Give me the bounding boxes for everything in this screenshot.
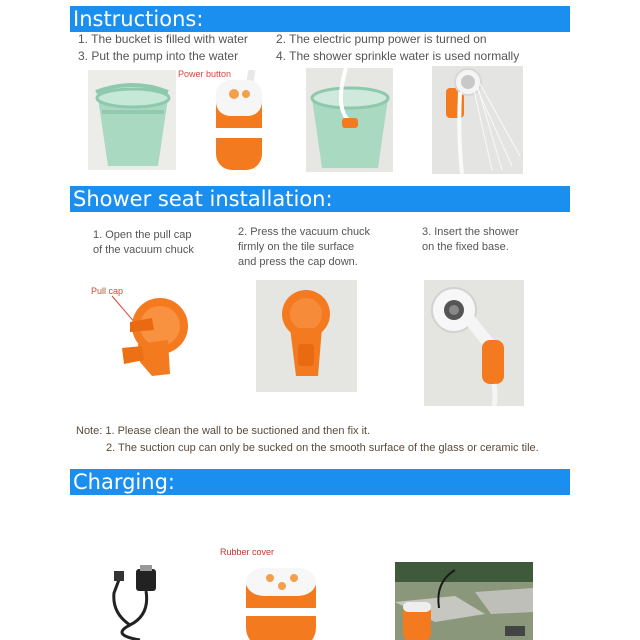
instruction-step-4: 4. The shower sprinkle water is used normally [276,49,520,63]
instruction-step-3: 3. Put the pump into the water [78,49,239,63]
note-line-1: Note: 1. Please clean the wall to be suctioned and then fix it. [76,425,371,437]
instruction-step-2: 2. The electric pump power is turned on [276,32,487,46]
instructions-banner [70,6,570,32]
pump-photo [178,70,270,172]
shower-spray-photo [432,66,523,174]
seat-step-2 [238,225,370,270]
suction-holder-photo [108,290,190,380]
pump-in-bucket-photo [306,68,393,172]
shower-inserted-photo [424,280,524,406]
instruction-step-1: 1. The bucket is filled with water [78,32,248,46]
charging-title: Charging: [73,470,175,494]
seat-step-3-line-1: 3. Insert the shower [422,226,519,238]
shower-seat-title: Shower seat installation: [73,187,333,211]
shower-seat-banner [70,186,570,212]
seat-step-2-line-2: firmly on the tile surface [238,241,355,253]
seat-step-1 [93,228,194,258]
charging-banner [70,469,570,495]
charging-outdoor-photo [395,562,533,640]
charging-cable-photo [100,565,180,640]
power-button-label: Power button [178,69,232,79]
charging-pump-photo [244,562,318,640]
seat-step-3 [422,225,519,255]
seat-step-2-line-3: and press the cap down. [238,256,358,268]
seat-step-2-line-1: 2. Press the vacuum chuck [238,226,371,238]
note-line-2: 2. The suction cup can only be sucked on the smooth surface of the glass or ceramic tile. [106,442,539,454]
instructions-title: Instructions: [73,7,204,31]
rubber-cover-label: Rubber cover [220,547,275,557]
suction-on-tile-photo [256,280,357,392]
bucket-photo [88,70,176,170]
pull-cap-label: Pull cap [91,286,124,296]
seat-step-1-line-1: 1. Open the pull cap [93,229,192,241]
seat-step-3-line-2: on the fixed base. [422,241,509,253]
seat-step-1-line-2: of the vacuum chuck [93,244,194,256]
